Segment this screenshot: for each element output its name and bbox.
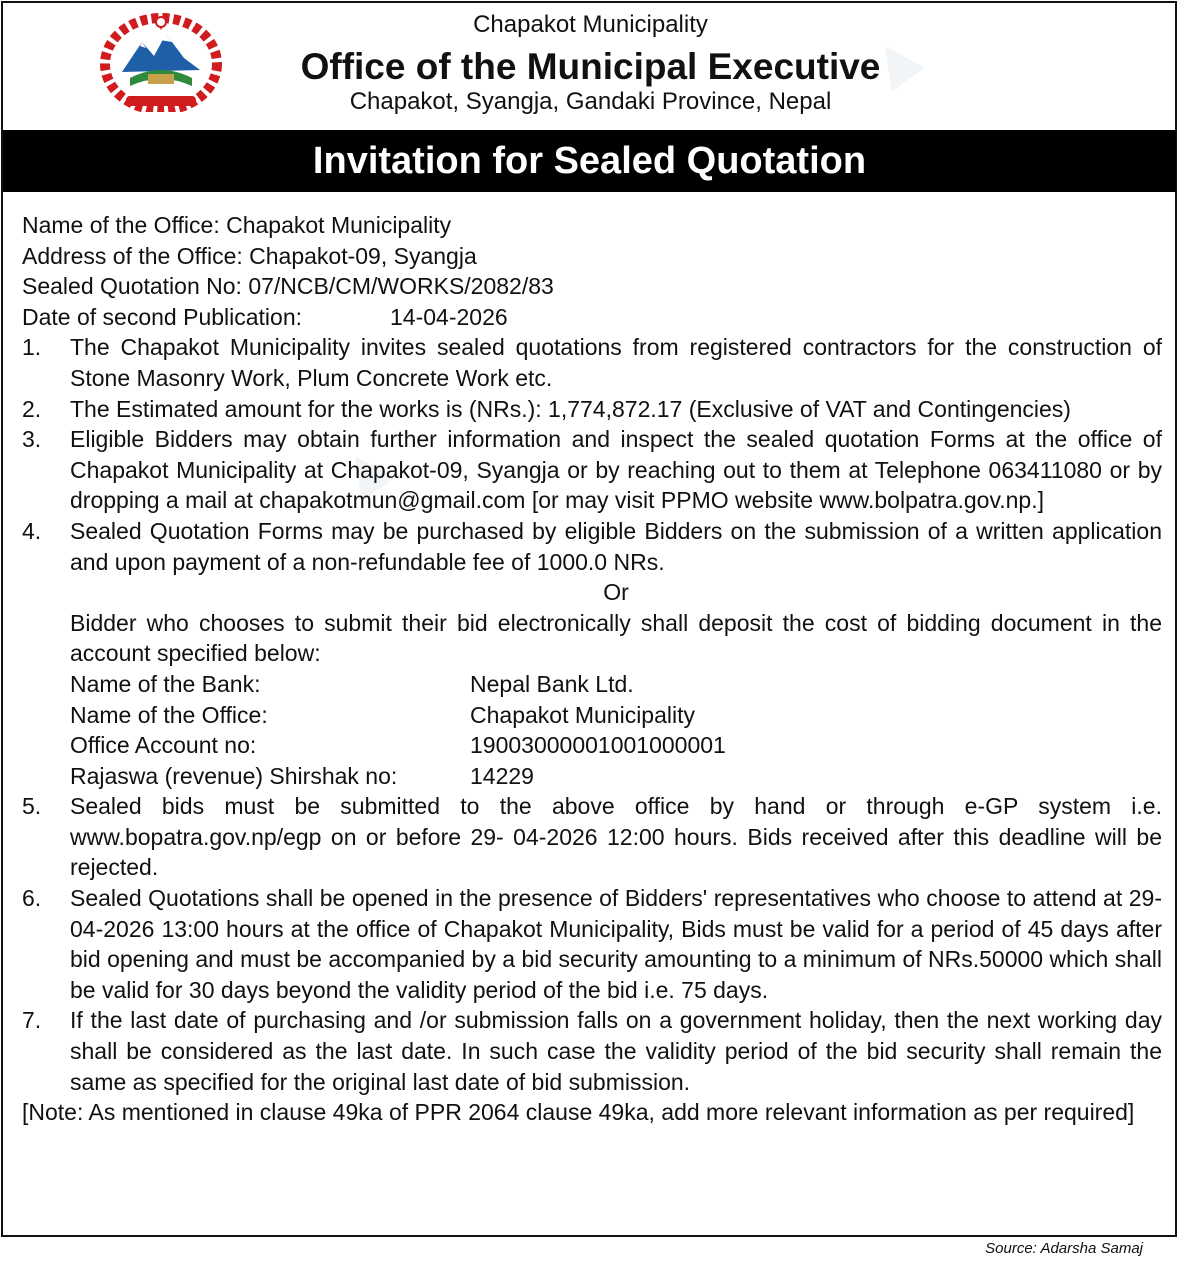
notice-body <box>22 210 1162 1128</box>
watermark: ▲ <box>313 418 416 522</box>
office-title: Office of the Municipal Executive <box>300 46 881 87</box>
office-address-line: Address of the Office: Chapakot-09, Syangja <box>22 242 477 269</box>
revenue-value: 14229 <box>470 762 534 789</box>
publication-date-value: 14-04-2026 <box>390 303 508 330</box>
clause-number: 1. <box>22 334 42 361</box>
clause-text: Sealed Quotations shall be opened in the presence of Bidders' representatives who choose to attend at 29-04-2026 13:00 hours at the office of Chapakot Municipality, Bids must be valid for a period of 45 days after bid opening and must be accompanied by a bid security amounting to a minimum of NRs.50000 which shall be valid for 30 days beyond the validity period of the bid i.e. 75 days. <box>70 885 1162 1003</box>
bank-row <box>70 730 1162 761</box>
office-address: Chapakot, Syangja, Gandaki Province, Nepal <box>349 88 832 115</box>
clause-item <box>22 332 1162 393</box>
note-text: [Note: As mentioned in clause 49ka of PPR 2064 clause 49ka, add more relevant information as per required] <box>22 1099 1135 1126</box>
or-divider: Or <box>603 579 629 606</box>
source-credit: Source: Adarsha Samaj <box>985 1240 1143 1257</box>
clause-text: The Estimated amount for the works is (NRs.): 1,774,872.17 (Exclusive of VAT and Contingencies) <box>70 395 1071 422</box>
clause-number: 7. <box>22 1007 42 1034</box>
municipality-name: Chapakot Municipality <box>473 11 708 38</box>
clause-item <box>22 1005 1162 1097</box>
account-label: Office Account no: <box>70 732 257 759</box>
clause-item <box>22 883 1162 1005</box>
publication-date-line <box>22 302 1162 333</box>
notice-banner-title: Invitation for Sealed Quotation <box>3 130 1176 192</box>
clause-text: Eligible Bidders may obtain further information and inspect the sealed quotation Forms at the office of Chapakot Municipality at Chapakot-09, Syangja or by reaching out to them at Telephone 063411080 or by dropping a mail at chapakotmun@gmail.com [or may visit PPMO website www.bolpatra.gov.np.] <box>70 426 1162 514</box>
bank-row <box>70 700 1162 731</box>
account-value: 19003000001001000001 <box>470 732 726 759</box>
office-name-line: Name of the Office: Chapakot Municipality <box>22 212 452 238</box>
bank-label: Name of the Bank: <box>70 670 261 697</box>
revenue-label: Rajaswa (revenue) Shirshak no: <box>70 762 398 789</box>
clause-number: 5. <box>22 793 42 820</box>
clause-text: Sealed bids must be submitted to the above office by hand or through e-GP system i.e. www.bopatra.gov.np/egp on or before 29- 04-2026 12:00 hours. Bids received after this deadline will be rejected. <box>70 793 1162 881</box>
clause-text: The Chapakot Municipality invites sealed quotations from registered contractors for the construction of Stone Masonry Work, Plum Concrete Work etc. <box>70 334 1162 391</box>
office-label: Name of the Office: <box>70 701 268 728</box>
publication-date-label: Date of second Publication: <box>22 303 303 330</box>
clause-number: 6. <box>22 885 42 912</box>
notice-header <box>0 0 1176 128</box>
electronic-submission-text: Bidder who chooses to submit their bid electronically shall deposit the cost of bidding document in the account specified below: <box>70 609 1162 667</box>
clause-item <box>22 791 1162 883</box>
office-value: Chapakot Municipality <box>470 701 696 728</box>
clause-item <box>22 424 1162 516</box>
bank-row <box>70 669 1162 700</box>
clause-number: 4. <box>22 517 42 544</box>
clause-item <box>22 394 1162 425</box>
clause-item <box>22 516 1162 577</box>
bank-row <box>70 761 1162 792</box>
clause-text: If the last date of purchasing and /or submission falls on a government holiday, then the next working day shall be considered as the last date. In such case the validity period of the bid security shall remain the same as specified for the original last date of bid submission. <box>70 1007 1162 1095</box>
quotation-number-line: Sealed Quotation No: 07/NCB/CM/WORKS/2082/83 <box>22 273 554 300</box>
clause-number: 2. <box>22 395 42 422</box>
watermark: ▲ <box>843 8 946 112</box>
bank-value: Nepal Bank Ltd. <box>470 670 634 697</box>
clause-number: 3. <box>22 426 42 453</box>
clause-text: Sealed Quotation Forms may be purchased by eligible Bidders on the submission of a written application and upon payment of a non-refundable fee of 1000.0 NRs. <box>70 517 1162 575</box>
